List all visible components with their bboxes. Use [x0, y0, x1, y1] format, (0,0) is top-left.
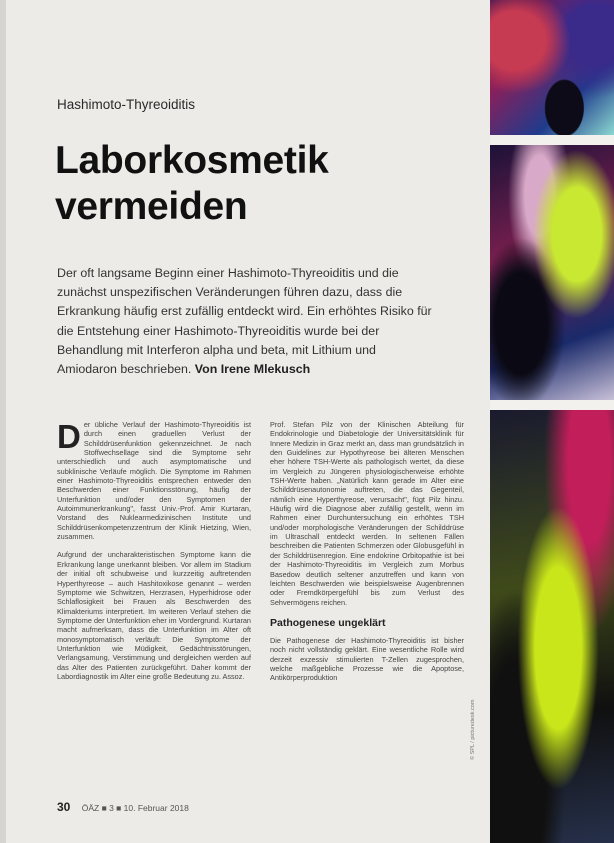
article-title: [55, 138, 329, 230]
page-footer: [57, 800, 189, 814]
body-column-1: [57, 420, 251, 720]
issue-info: ÖÄZ ■ 3 ■ 10. Februar 2018: [81, 803, 189, 813]
paragraph: Aufgrund der uncharakteristischen Symptome kann die Erkrankung lange unerkannt bleiben. Vor allem im Stadium der initial oft schubweise und kurzzeitig auftretenden Hyperthyreose – auch Hashitoxikose genannt – werden Symptome wie Schwitzen, Herzrasen, Hyperhidrose oder Schlaflosigkeit bei Frauen als Beschwerden des Klimakteriums interpretiert. Im weiteren Verlauf stehen die Symptome der Unterfunktion eher im Vordergrund. Kurtaran macht aufmerksam, dass die Unterfunktion im Alter oft monosymptomatisch verläuft: Die Symptome der Unterfunktion wie Müdigkeit, Gedächtnisstörungen, Verlangsamung, Verstimmung und dergleichen werden auf das Alter des Patienten zurückgeführt. Daher kommt der Labordiagnostik im Alter eine große Bedeutung zu. Assoz.: [57, 550, 251, 681]
micrograph-image-3: [490, 410, 614, 843]
micrograph-image-2: [490, 145, 614, 400]
paragraph: Die Pathogenese der Hashimoto-Thyreoiditis ist bisher noch nicht vollständig geklärt. Eine wesentliche Rolle wird derzeit exzessiv stimulierten T-Zellen zugesprochen, welche maßgebliche Prozesse wie die Apoptose, Antikörperproduktion: [270, 635, 464, 683]
photo-credit: © SPL / picturedesk.com: [470, 699, 476, 760]
paragraph: [57, 420, 251, 541]
article-author: Von Irene Mlekusch: [194, 362, 311, 377]
page-number: 30: [57, 800, 71, 814]
title-line-2: vermeiden: [55, 185, 248, 228]
article-lead: [57, 264, 437, 379]
body-column-2: [270, 420, 464, 720]
article-kicker: Hashimoto-Thyreoiditis: [57, 97, 196, 112]
lead-text: Der oft langsame Beginn einer Hashimoto-Thyreoiditis und die zunächst unspezifischen Veränderungen führen dazu, dass die Erkrankung häufig erst zufällig entdeckt wird. Ein erhöhtes Risiko für die Entstehung einer Hashimoto-Thyreoiditis wurde bei der Behandlung mit Interferon alpha und beta, mit Lithium und Amiodaron beschrieben.: [57, 266, 432, 377]
page-spine: [0, 0, 6, 843]
paragraph: Prof. Stefan Pilz von der Klinischen Abteilung für Endokrinologie und Diabetologie der Universitätsklinik für Innere Medizin in Graz merkt an, dass man grundsätzlich in den Guidelines zur Hypothyreose bei älteren Menschen eher höhere TSH-Werte als pathologisch wertet, da diese im Vergleich zu Jüngeren physiologischerweise erhöhte TSH-Werte haben. „Natürlich kann gerade im Alter eine Schilddrüsenautonomie auftreten, die das Gegenteil, nämlich eine Hyperthyreose, verursacht", fügt Pilz hinzu. Häufig wird die Diagnose aber zufällig gestellt, wenn im Rahmen einer Durchuntersuchung ein erhöhtes TSH und/oder morphologische Veränderungen der Schilddrüse im Ultraschall entdeckt werden. In seltenen Fällen beschreiben die Patienten Schmerzen oder Globusgefühl in der Schilddrüsenregion. Eine endokrine Orbitopathie ist bei der Hashimoto-Thyreoiditis im Vergleich zum Morbus Basedow deutlich seltener anzutreffen und kann von leichten Beschwerden wie beispielsweise Augenbrennen oder Fremdkörpergefühl bis zum Verlust des Sehvermögens reichen.: [270, 420, 464, 607]
photo-strip: [490, 0, 614, 843]
section-heading: Pathogenese ungeklärt: [270, 616, 386, 629]
title-line-1: Laborkosmetik: [55, 139, 329, 182]
micrograph-image-1: [490, 0, 614, 135]
paragraph-text: er übliche Verlauf der Hashimoto-Thyreoiditis ist durch einen graduellen Verlust der Schilddrüsenfunktion gekennzeichnet. Je nach Stoffwechsellage sind die Symptome sehr unterschiedlich und auch asymptomatische und subklinische Verläufe möglich. Die Symptome im Rahmen einer Hashimoto-Thyreoiditis entsprechen entweder den Beschwerden einer Funktionsstörung, häufig der Unterfunktion und/oder den Symptomen der Autoimmunerkrankung", fasst Univ.-Prof. Amir Kurtaran, Vorstand des Nuklearmedizinischen Institute und Schilddrüsenkompetenzzentrum der Klinik Hietzing, Wien, zusammen.: [57, 420, 251, 542]
drop-cap: D: [57, 420, 81, 455]
